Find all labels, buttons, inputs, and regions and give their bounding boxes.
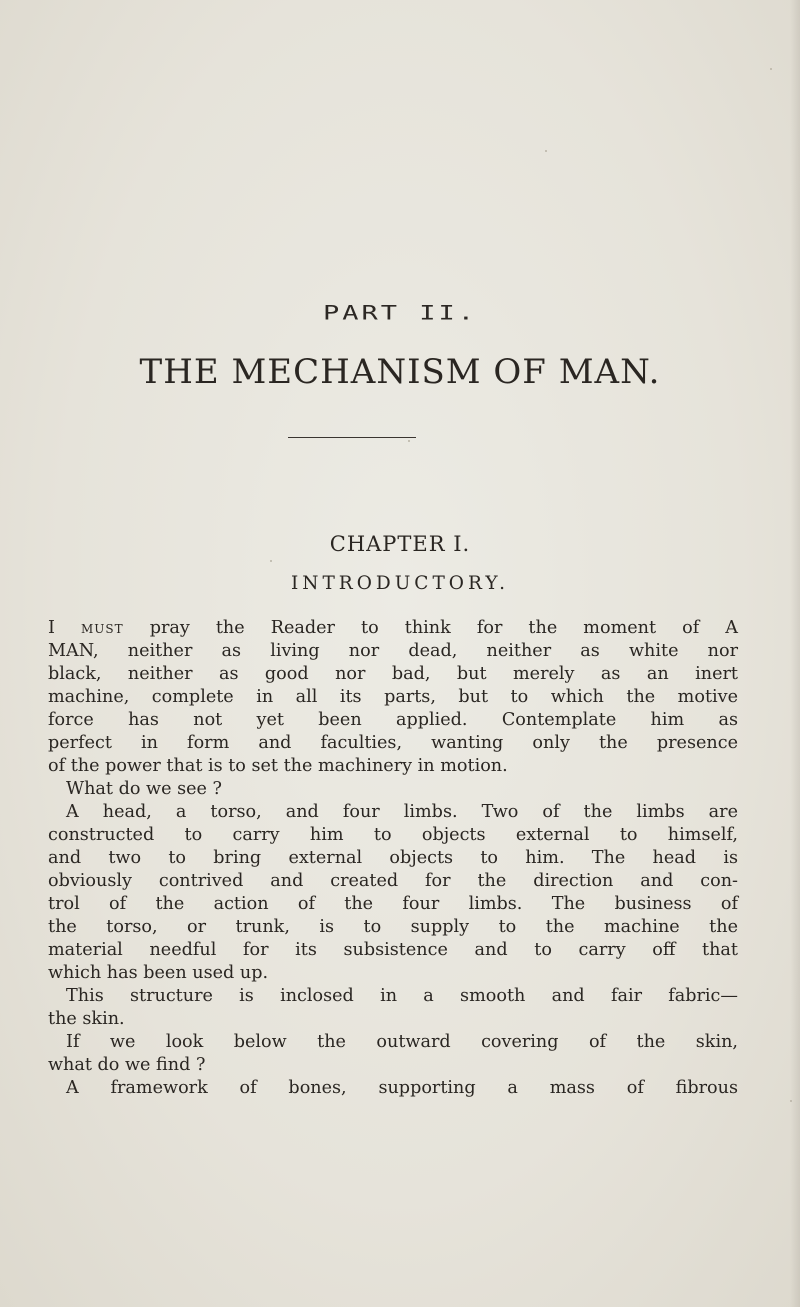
text-line-9: A head, a torso, and four limbs. Two of the limbs are — [66, 802, 738, 822]
paper-speck — [270, 560, 272, 562]
text-line-15: material needful for its subsistence and to carry off that — [48, 940, 738, 960]
paper-speck — [545, 150, 547, 152]
title-divider — [288, 437, 416, 438]
text-line-1 — [48, 617, 738, 640]
paper-speck — [770, 68, 772, 70]
text-line-3: black, neither as good nor bad, but merely as an inert — [48, 664, 738, 684]
paper-speck — [790, 1100, 792, 1102]
paper-speck — [408, 440, 410, 442]
text-line-12: obviously contrived and created for the direction and con- — [48, 871, 738, 891]
opening-word-smallcaps: must — [81, 618, 124, 638]
text-line-4: machine, complete in all its parts, but to which the motive — [48, 687, 738, 707]
chapter-title: CHAPTER I. — [329, 532, 471, 556]
page-edge-shadow — [790, 0, 800, 1307]
opening-word-initial: I — [48, 618, 55, 638]
chapter-body — [48, 617, 738, 1100]
text-line-5: force has not yet been applied. Contemplate him as — [48, 710, 738, 730]
text-line-10: constructed to carry him to objects external to himself, — [48, 825, 738, 845]
book-title: THE MECHANISM OF MAN. — [139, 352, 661, 392]
text-line-8: What do we see ? — [66, 779, 222, 799]
text-line-20: what do we find ? — [48, 1055, 206, 1075]
text-line-14: the torso, or trunk, is to supply to the machine the — [48, 917, 738, 937]
text-line-21: A framework of bones, supporting a mass of fibrous — [66, 1078, 738, 1098]
text-line-11: and two to bring external objects to him. The head is — [48, 848, 738, 868]
text-line-6: perfect in form and faculties, wanting only the presence — [48, 733, 738, 753]
text-line-1-rest: pray the Reader to think for the moment of A — [123, 618, 738, 638]
text-line-7: of the power that is to set the machinery in motion. — [48, 756, 508, 776]
text-line-13: trol of the action of the four limbs. The business of — [48, 894, 738, 914]
text-line-17: This structure is inclosed in a smooth and fair fabric— — [66, 986, 738, 1006]
text-line-19: If we look below the outward covering of the skin, — [66, 1032, 738, 1052]
text-line-16: which has been used up. — [48, 963, 269, 983]
text-line-18: the skin. — [48, 1009, 125, 1029]
part-heading: PART II. — [322, 302, 478, 325]
chapter-subtitle: INTRODUCTORY. — [290, 573, 510, 594]
text-line-2: MAN, neither as living nor dead, neither as white nor — [48, 641, 738, 661]
